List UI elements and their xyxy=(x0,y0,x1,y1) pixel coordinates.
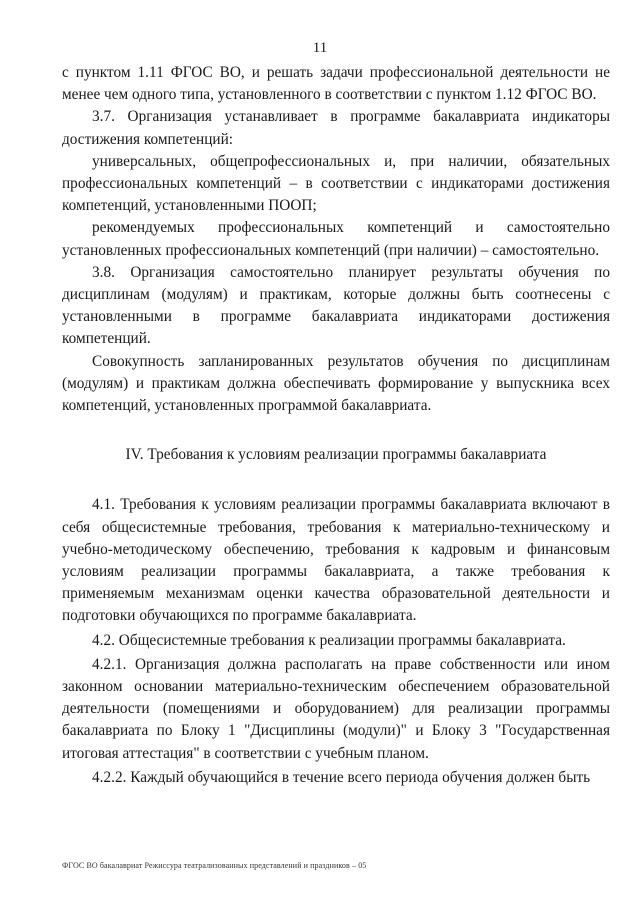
paragraph-4-2-1: 4.2.1. Организация должна располагать на праве собственности или ином законном основании материально-техническим обеспечением образовательной деятельности (помещениями и оборудованием) для реализации программы бакалавриата по Блоку 1 "Дисциплины (модули)" и Блоку 3 "Государственная итоговая аттестация" в соответствии с учебным планом. xyxy=(62,655,610,762)
paragraph-4-1: 4.1. Требования к условиям реализации программы бакалавриата включают в себя общесистемные требования, требования к материально-техническому и учебно-методическому обеспечению, требования к кадровым и финансовым условиям реализации программы бакалавриата, а также требования к применяемым механизмам оценки качества образовательной деятельности и подготовки обучающихся по программе бакалавриата. xyxy=(62,496,610,625)
page-footer: ФГОС ВО бакалавриат Режиссура театрализованных представлений и праздников – 05 xyxy=(62,861,367,870)
paragraph-learning-outcomes: Совокупность запланированных результатов обучения по дисциплинам (модулям) и практикам должна обеспечивать формирование у выпускника всех компетенций, установленных программой бакалавриата. xyxy=(62,352,610,415)
section-heading-iv: IV. Требования к условиям реализации программы бакалавриата xyxy=(125,446,547,464)
document-body xyxy=(62,62,610,789)
page-number: 11 xyxy=(312,40,328,56)
paragraph-4-2: 4.2. Общесистемные требования к реализации программы бакалавриата. xyxy=(92,631,566,649)
paragraph-recommended-competencies: рекомендуемых профессиональных компетенций и самостоятельно установленных профессиональных компетенций (при наличии) – самостоятельно. xyxy=(62,219,610,259)
paragraph-4-2-2: 4.2.2. Каждый обучающийся в течение всего периода обучения должен быть xyxy=(92,768,591,786)
paragraph-continuation: с пунктом 1.11 ФГОС ВО, и решать задачи профессиональной деятельности не менее чем одного типа, установленного в соответствии с пунктом 1.12 ФГОС ВО. xyxy=(62,64,610,104)
paragraph-3-8: 3.8. Организация самостоятельно планирует результаты обучения по дисциплинам (модулям) и практикам, которые должны быть соотнесены с установленными в программе бакалавриата индикаторами достижения компетенций. xyxy=(62,263,610,348)
paragraph-universal-competencies: универсальных, общепрофессиональных и, при наличии, обязательных профессиональных компетенций – в соответствии с индикаторами достижения компетенций, установленными ПООП; xyxy=(62,152,610,215)
paragraph-3-7: 3.7. Организация устанавливает в программе бакалавриата индикаторы достижения компетенций: xyxy=(62,108,610,148)
